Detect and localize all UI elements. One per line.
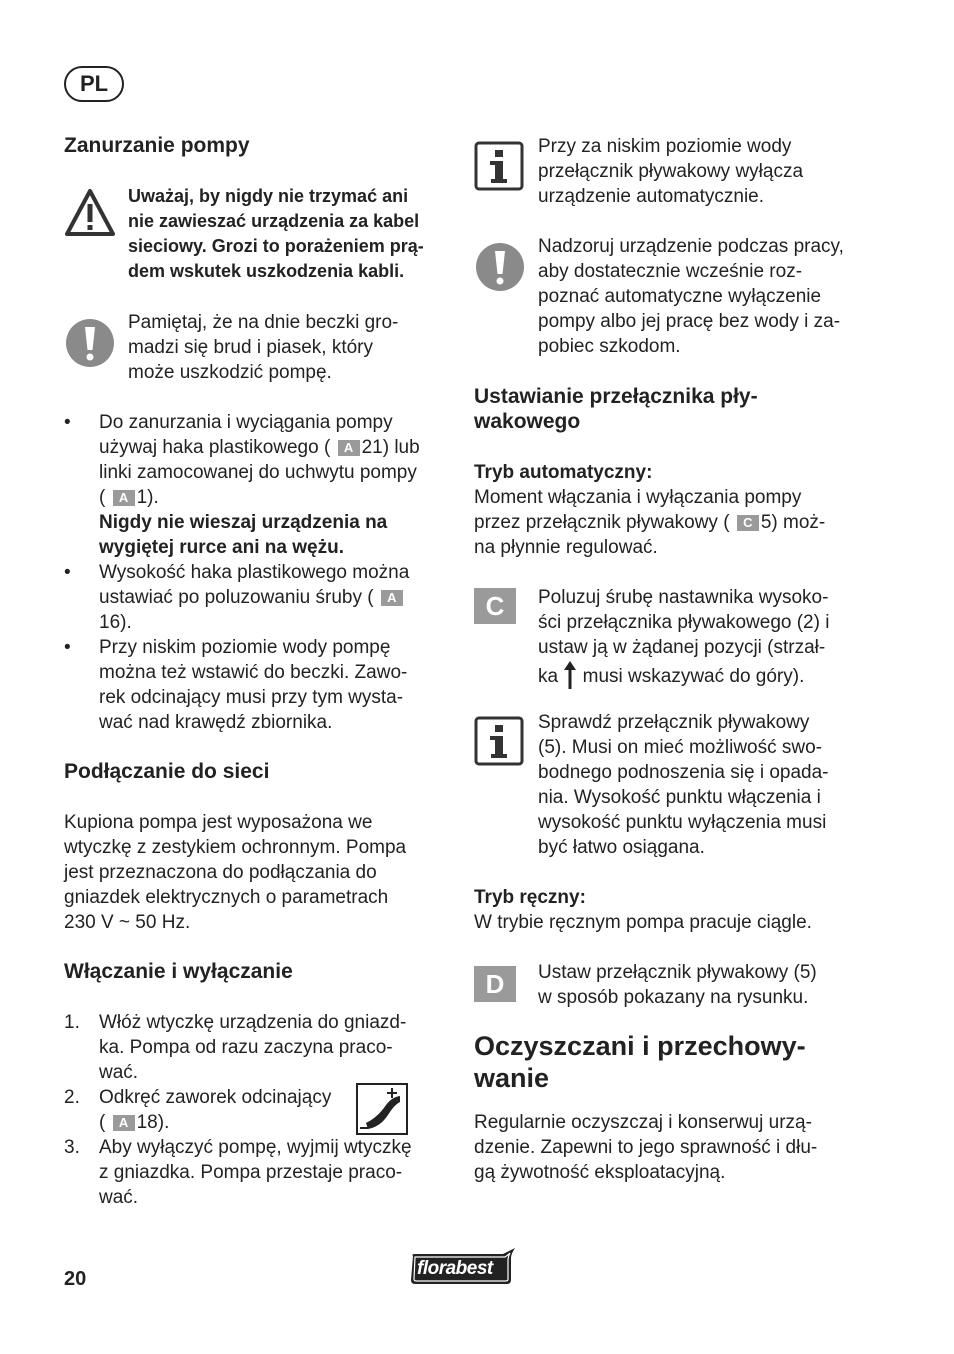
list-item: • Wysokość haka plastikowego można ustawiać po poluzowaniu śruby ( A 16).: [64, 562, 410, 633]
step-c-text: Poluzuj śrubę nastawnika wysoko- ści przełącznika pływakowego (2) i ustaw ją w żądanej pozycji (strzał- ka musi wskazywać do góry).: [538, 585, 829, 690]
section-body-oczyszczanie: Regularnie oczyszczaj i konserwuj urzą- dzenie. Zapewni to jego sprawność i dłu- gą żywotność eksploatacyjną.: [474, 1112, 818, 1183]
figure-badge-a: A: [338, 440, 360, 456]
page-number: 20: [64, 1268, 87, 1290]
figure-badge-c: C: [737, 515, 759, 531]
info-icon: [474, 716, 524, 766]
list-item: • Przy niskim poziomie wody pompę można też wstawić do beczki. Zawo- rek odcinający musi przy tym wysta- wać nad krawędź zbiornika.: [64, 637, 408, 733]
exclamation-note-icon: [474, 241, 526, 293]
figure-badge-a: A: [113, 1115, 135, 1131]
figure-badge-d-large: D: [474, 966, 516, 1002]
note-text: Pamiętaj, że na dnie beczki gro- madzi się brud i piasek, który może uszkodzić pompę.: [128, 312, 399, 383]
section-title-wlaczanie: Włączanie i wyłączanie: [64, 960, 293, 983]
exclamation-note-icon: [64, 317, 116, 369]
figure-badge-a: A: [381, 590, 403, 606]
list-item: 1. Włóż wtyczkę urządzenia do gniazd- ka. Pompa od razu zaczyna praco- wać.: [64, 1012, 407, 1083]
info-icon: [474, 141, 524, 191]
language-badge: [64, 66, 124, 102]
brand-logo-text: florabest: [417, 1258, 493, 1279]
list-item: 3. Aby wyłączyć pompę, wyjmij wtyczkę z gniazdka. Pompa przestaje praco- wać.: [64, 1137, 412, 1208]
list-item: • Do zanurzania i wyciągania pompy używaj haka plastikowego ( A 21) lub linki zamocowanej do uchwytu pompy ( A 1). Nigdy nie wieszaj urządzenia na wygiętej rurce ani na wężu.: [64, 412, 420, 558]
note-text-right: Nadzoruj urządzenie podczas pracy, aby dostatecznie wcześnie roz- poznać automatyczne wyłączenie pompy albo jej pracę bez wody i za- pobiec szkodom.: [538, 236, 844, 357]
list-item: 2. Odkręć zaworek odcinający ( A 18).: [64, 1087, 332, 1133]
section-title-ustawianie: Ustawianie przełącznika pły- wakowego: [474, 385, 758, 433]
step-d-text: Ustaw przełącznik pływakowy (5) w sposób pokazany na rysunku.: [538, 962, 817, 1008]
auto-mode-block: Tryb automatyczny: Moment włączania i wyłączania pompy przez przełącznik pływakowy ( C 5) moż- na płynnie regulować.: [474, 462, 826, 558]
section-body-podlaczanie: Kupiona pompa jest wyposażona we wtyczkę z zestykiem ochronnym. Pompa jest przeznaczona do podłączania do gniazdek elektrycznych o parametrach 230 V ~ 50 Hz.: [64, 812, 407, 933]
info-text-2: Sprawdź przełącznik pływakowy (5). Musi on mieć możliwość swo- bodnego podnoszenia się i opada- nia. Wysokość punktu włączenia i wysokość punktu wyłączenia musi być łatwo osiągana.: [538, 712, 829, 858]
brand-logo: [407, 1246, 517, 1286]
figure-badge-a: A: [113, 490, 135, 506]
section-title-podlaczanie: Podłączanie do sieci: [64, 760, 270, 783]
valve-open-icon: [356, 1083, 408, 1135]
info-text-1: Przy za niskim poziomie wody przełącznik pływakowy wyłącza urządzenie automatycznie.: [538, 136, 804, 207]
section-title-oczyszczanie: Oczyszczani i przechowy- wanie: [474, 1031, 806, 1093]
figure-badge-c-large: C: [474, 588, 516, 624]
warning-icon: [64, 188, 116, 238]
warning-text: Uważaj, by nigdy nie trzymać ani nie zawieszać urządzenia za kabel sieciowy. Grozi to porażeniem prą- dem wskutek uszkodzenia kabli.: [128, 186, 424, 281]
arrow-up-icon: [563, 660, 577, 690]
section-title-zanurzanie: Zanurzanie pompy: [64, 134, 250, 157]
manual-mode-block: Tryb ręczny: W trybie ręcznym pompa pracuje ciągle.: [474, 887, 812, 933]
language-label: PL: [79, 71, 109, 96]
bullet-list: [64, 410, 454, 735]
